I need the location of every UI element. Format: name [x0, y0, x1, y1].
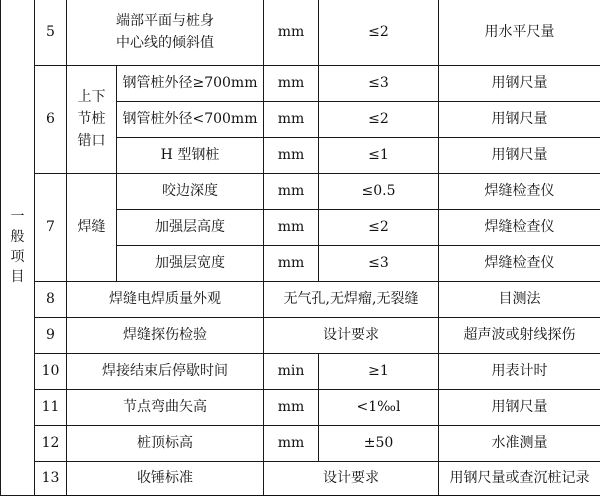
item-unit: mm — [264, 209, 319, 245]
item-no: 7 — [35, 173, 67, 281]
item-unit: mm — [264, 0, 319, 65]
table-row — [1, 461, 600, 495]
item-name: 焊缝探伤检验 — [67, 317, 264, 353]
item-name: 端部平面与桩身 中心线的倾斜值 — [67, 0, 264, 65]
item-method: 用钢尺量 — [439, 137, 600, 173]
item-method: 超声波或射线探伤 — [439, 317, 600, 353]
item-no: 6 — [35, 65, 67, 173]
item-method: 焊缝检查仪 — [439, 209, 600, 245]
table-row — [1, 317, 600, 353]
item-value: ≤0.5 — [319, 173, 439, 209]
table-row — [1, 425, 600, 461]
table-row — [1, 0, 600, 65]
item-unit: mm — [264, 245, 319, 281]
item-requirement: 设计要求 — [264, 461, 439, 495]
item-value: ≤2 — [319, 101, 439, 137]
item-method: 目测法 — [439, 281, 600, 317]
table-row — [1, 173, 600, 209]
item-method: 用钢尺量 — [439, 389, 600, 425]
sub-item-name: 加强层高度 — [117, 209, 264, 245]
item-method: 用钢尺量 — [439, 101, 600, 137]
item-method: 用钢尺量或查沉桩记录 — [439, 461, 600, 495]
sub-item-name: 加强层宽度 — [117, 245, 264, 281]
item-method: 水准测量 — [439, 425, 600, 461]
sub-item-name: 钢管桩外径<700mm — [117, 101, 264, 137]
item-no: 11 — [35, 389, 67, 425]
item-requirement: 设计要求 — [264, 317, 439, 353]
item-no: 8 — [35, 281, 67, 317]
item-value: ≤3 — [319, 65, 439, 101]
sub-item-name: 钢管桩外径≥700mm — [117, 65, 264, 101]
item-value: ≤3 — [319, 245, 439, 281]
item-method: 焊缝检查仪 — [439, 173, 600, 209]
item-no: 12 — [35, 425, 67, 461]
item-unit: mm — [264, 173, 319, 209]
item-group: 上下 节桩 错口 — [67, 65, 117, 173]
table-row — [1, 281, 600, 317]
item-value: ≤1 — [319, 137, 439, 173]
item-value: ≤2 — [319, 209, 439, 245]
item-method: 用表计时 — [439, 353, 600, 389]
item-method: 焊缝检查仪 — [439, 245, 600, 281]
item-value: ≤2 — [319, 0, 439, 65]
item-group: 焊缝 — [67, 173, 117, 281]
item-no: 9 — [35, 317, 67, 353]
sub-item-name: 咬边深度 — [117, 173, 264, 209]
item-name: 桩顶标高 — [67, 425, 264, 461]
item-name: 焊接结束后停歇时间 — [67, 353, 264, 389]
sub-item-name: H 型钢桩 — [117, 137, 264, 173]
table-row — [1, 65, 600, 101]
item-name: 收锤标准 — [67, 461, 264, 495]
item-no: 5 — [35, 0, 67, 65]
item-value: ≥1 — [319, 353, 439, 389]
item-unit: min — [264, 353, 319, 389]
item-name: 节点弯曲矢高 — [67, 389, 264, 425]
item-value: <1‰l — [319, 389, 439, 425]
item-requirement: 无气孔,无焊瘤,无裂缝 — [264, 281, 439, 317]
item-no: 10 — [35, 353, 67, 389]
item-value: ±50 — [319, 425, 439, 461]
item-method: 用水平尺量 — [439, 0, 600, 65]
item-unit: mm — [264, 137, 319, 173]
category-cell: 一 般 项 目 — [1, 0, 35, 495]
item-unit: mm — [264, 101, 319, 137]
item-unit: mm — [264, 389, 319, 425]
item-method: 用钢尺量 — [439, 65, 600, 101]
item-unit: mm — [264, 65, 319, 101]
item-unit: mm — [264, 425, 319, 461]
item-name: 焊缝电焊质量外观 — [67, 281, 264, 317]
table-row — [1, 353, 600, 389]
table-row — [1, 389, 600, 425]
item-no: 13 — [35, 461, 67, 495]
